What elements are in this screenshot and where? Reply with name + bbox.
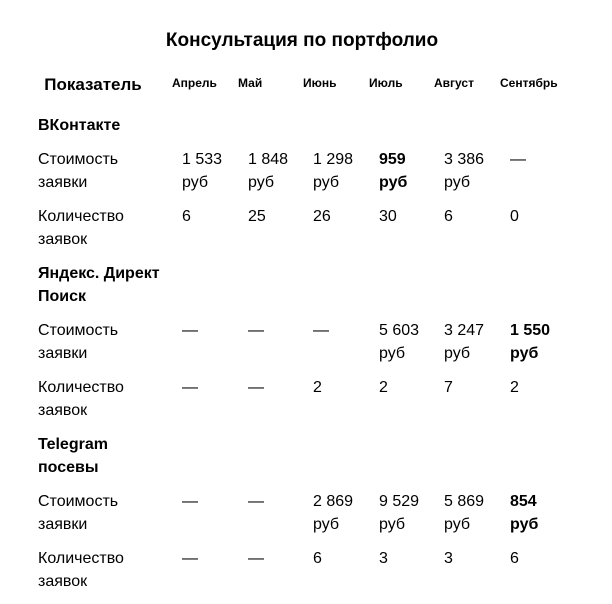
table-row bbox=[28, 547, 588, 604]
section-title-text: ВКонтакте bbox=[38, 117, 121, 134]
section-title-text: Яндекс. Директ Поиск bbox=[38, 265, 160, 305]
table-cell bbox=[172, 490, 238, 547]
empty-cell bbox=[303, 262, 369, 319]
header-month: Апрель bbox=[172, 76, 217, 90]
table-cell bbox=[434, 205, 500, 262]
cell-value: 6 bbox=[510, 550, 519, 567]
table-row bbox=[28, 205, 588, 262]
table-cell bbox=[369, 490, 434, 547]
table-row bbox=[28, 148, 588, 205]
table-cell bbox=[238, 547, 303, 604]
table-cell bbox=[172, 319, 238, 376]
section-row bbox=[28, 114, 588, 148]
section-title-text: Telegram посевы bbox=[38, 436, 108, 476]
cell-value: 30 bbox=[379, 208, 397, 225]
table-cell bbox=[500, 490, 588, 547]
cell-value: 25 bbox=[248, 208, 266, 225]
header-month: Август bbox=[434, 76, 474, 90]
table-cell bbox=[303, 490, 369, 547]
cell-value: 2 bbox=[510, 379, 519, 396]
empty-cell bbox=[369, 114, 434, 148]
table-cell bbox=[172, 148, 238, 205]
table-cell bbox=[369, 376, 434, 433]
empty-cell bbox=[238, 262, 303, 319]
row-label bbox=[28, 547, 172, 604]
table-cell bbox=[369, 319, 434, 376]
cell-value: — bbox=[182, 550, 198, 567]
cell-value: 3 bbox=[379, 550, 388, 567]
cell-value: 6 bbox=[182, 208, 191, 225]
cell-value: 1 550 руб bbox=[510, 322, 551, 362]
cell-value: 1 298 руб bbox=[313, 151, 354, 191]
empty-cell bbox=[369, 433, 434, 490]
cell-value: 7 bbox=[444, 379, 453, 396]
empty-cell bbox=[434, 114, 500, 148]
cell-value: 3 386 руб bbox=[444, 151, 485, 191]
section-row bbox=[28, 262, 588, 319]
row-label bbox=[28, 319, 172, 376]
row-label-text: Стоимость заявки bbox=[38, 322, 119, 362]
table-cell bbox=[303, 376, 369, 433]
table-row bbox=[28, 319, 588, 376]
cell-value: 5 869 руб bbox=[444, 493, 485, 533]
row-label bbox=[28, 205, 172, 262]
table-cell bbox=[434, 547, 500, 604]
cell-value: 6 bbox=[444, 208, 453, 225]
cell-value: 1 848 руб bbox=[248, 151, 289, 191]
cell-value: 854 руб bbox=[510, 493, 539, 533]
table-cell bbox=[303, 205, 369, 262]
table-cell bbox=[434, 376, 500, 433]
page-title: Консультация по портфолио bbox=[165, 30, 439, 51]
table-cell bbox=[434, 319, 500, 376]
empty-cell bbox=[434, 262, 500, 319]
table-cell bbox=[369, 148, 434, 205]
table-header-row bbox=[28, 66, 588, 114]
cell-value: — bbox=[248, 550, 264, 567]
header-month: Май bbox=[238, 76, 263, 90]
table-row bbox=[28, 490, 588, 547]
empty-cell bbox=[500, 114, 588, 148]
cell-value: — bbox=[248, 493, 264, 510]
table-cell bbox=[238, 319, 303, 376]
cell-value: — bbox=[182, 493, 198, 510]
table-cell bbox=[238, 490, 303, 547]
cell-value: — bbox=[182, 379, 198, 396]
table-cell bbox=[434, 490, 500, 547]
table-cell bbox=[369, 205, 434, 262]
header-month: Июнь bbox=[303, 76, 337, 90]
cell-value: — bbox=[313, 322, 329, 339]
empty-cell bbox=[172, 433, 238, 490]
table-cell bbox=[172, 205, 238, 262]
empty-cell bbox=[238, 114, 303, 148]
empty-cell bbox=[500, 262, 588, 319]
empty-cell bbox=[172, 114, 238, 148]
section-title bbox=[28, 262, 172, 319]
table-cell bbox=[238, 148, 303, 205]
cell-value: 2 bbox=[313, 379, 322, 396]
row-label-text: Стоимость заявки bbox=[38, 151, 119, 191]
cell-value: 959 руб bbox=[379, 151, 408, 191]
table-cell bbox=[500, 376, 588, 433]
cell-value: 0 bbox=[510, 208, 519, 225]
header-month: Июль bbox=[369, 76, 403, 90]
table-cell bbox=[500, 547, 588, 604]
row-label bbox=[28, 376, 172, 433]
section-title bbox=[28, 114, 172, 148]
empty-cell bbox=[172, 262, 238, 319]
cell-value: — bbox=[182, 322, 198, 339]
table-cell bbox=[303, 148, 369, 205]
row-label bbox=[28, 490, 172, 547]
section-title bbox=[28, 433, 172, 490]
table-cell bbox=[238, 376, 303, 433]
empty-cell bbox=[303, 114, 369, 148]
table-cell bbox=[303, 319, 369, 376]
cell-value: 3 bbox=[444, 550, 453, 567]
cell-value: 9 529 руб bbox=[379, 493, 420, 533]
cell-value: 1 533 руб bbox=[182, 151, 223, 191]
empty-cell bbox=[369, 262, 434, 319]
cell-value: 5 603 руб bbox=[379, 322, 420, 362]
section-row bbox=[28, 433, 588, 490]
portfolio-table bbox=[28, 66, 588, 604]
table-body bbox=[28, 114, 588, 604]
table-cell bbox=[303, 547, 369, 604]
row-label-text: Стоимость заявки bbox=[38, 493, 119, 533]
table-cell bbox=[238, 205, 303, 262]
table-row bbox=[28, 376, 588, 433]
cell-value: 2 bbox=[379, 379, 388, 396]
empty-cell bbox=[500, 433, 588, 490]
table-cell bbox=[369, 547, 434, 604]
table-cell bbox=[172, 376, 238, 433]
table-cell bbox=[500, 148, 588, 205]
table-cell bbox=[172, 547, 238, 604]
cell-value: 2 869 руб bbox=[313, 493, 354, 533]
empty-cell bbox=[303, 433, 369, 490]
cell-value: — bbox=[248, 379, 264, 396]
row-label-text: Количество заявок bbox=[38, 208, 124, 248]
cell-value: 26 bbox=[313, 208, 331, 225]
cell-value: — bbox=[510, 151, 526, 168]
cell-value: 6 bbox=[313, 550, 322, 567]
row-label-text: Количество заявок bbox=[38, 379, 124, 419]
header-indicator: Показатель bbox=[44, 75, 142, 94]
cell-value: 3 247 руб bbox=[444, 322, 485, 362]
table-cell bbox=[500, 205, 588, 262]
empty-cell bbox=[238, 433, 303, 490]
row-label bbox=[28, 148, 172, 205]
table-cell bbox=[500, 319, 588, 376]
row-label-text: Количество заявок bbox=[38, 550, 124, 590]
cell-value: — bbox=[248, 322, 264, 339]
empty-cell bbox=[434, 433, 500, 490]
table-cell bbox=[434, 148, 500, 205]
header-month: Сентябрь bbox=[500, 76, 558, 90]
